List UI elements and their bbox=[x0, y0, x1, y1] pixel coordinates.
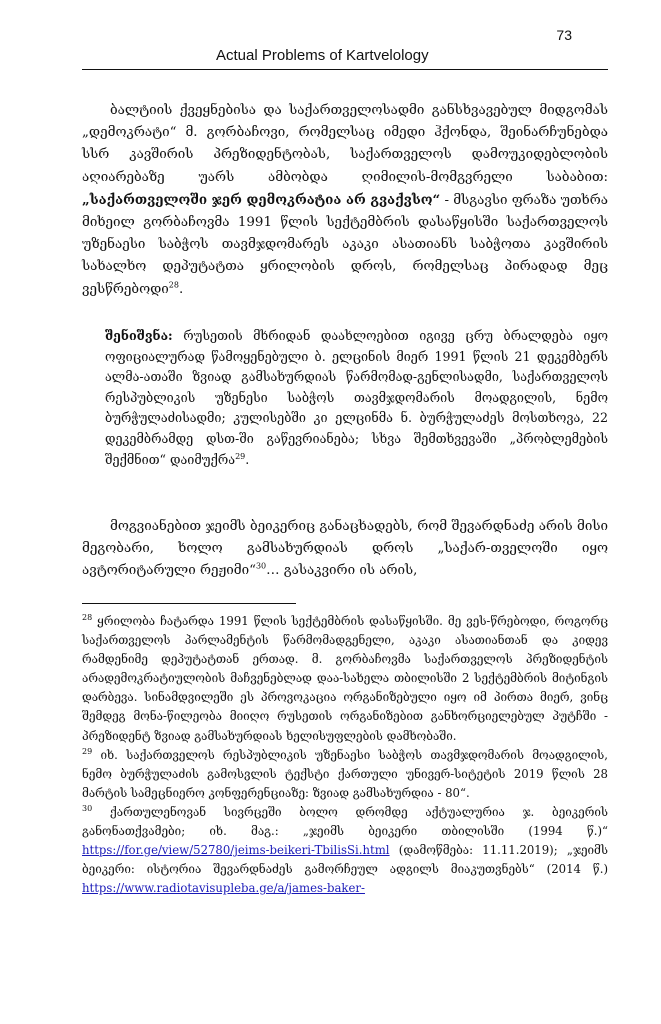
footnote-ref-28[interactable]: 28 bbox=[168, 280, 179, 290]
footnote-29-text: იხ. საქართველოს რესპუბლიკის უზენაესი საბჭოს თავმჯდომარის მოადგილის, ნემო ბურჭულაძის გამოსვლის ტექსტი ქართული უნივერ-სიტეტის 2019 წლის 28 მარტის სამეცნიერო კონფერენციაზე: ზვიად გამსახურდია - 80“. bbox=[82, 747, 608, 800]
running-header: Actual Problems of Kartvelology bbox=[216, 47, 429, 64]
paragraph-baker bbox=[82, 516, 608, 583]
footnote-ref-30[interactable]: 30 bbox=[255, 561, 267, 571]
para1-text: ბალტიის ქვეყნებისა და საქართველოსადმი განსხვავებულ მიდგომას „დემოკრატი“ მ. გორბაჩოვი, რომელსაც იმედი ჰქონდა, შეინარჩუნებდა სსრ კავშირის პრეზიდენტობას, საქართველოს დამოუკიდებლობის აღიარებაზე უარს ამბობდა ღიმილის-მომგვრელი საბაბით: bbox=[82, 103, 608, 185]
footnote-30-link-radiotavisupleba[interactable]: https://www.radiotavisupleba.ge/a/james-baker- bbox=[82, 881, 365, 896]
note-text: რუსეთის მხრიდან დაახლოებით იგივე ცრუ ბრალდება იყო ოფიციალურად წამოყენებული ბ. ელცინის მიერ 1991 წლის 21 დეკემბერს ალმა-ათაში ზვიად გამსახურდიას წარმომად-გენლისადმი, საქართველოს რესპუბლიკის უზენესი საბჭოს თავმჯდომარის მოადგილის, ნემო ბურჭულაძისადმი; კულისებში კი ელცინმა ნ. ბურჭულაძეს მოსთხოვა, 22 დეკემბრამდე დსთ-ში გაწევრიანება; სხვა შემთხვევაში „პრობლემების შექმნით“ დაიმუქრა bbox=[105, 328, 608, 467]
footnote-29-number: 29 bbox=[82, 746, 93, 756]
para1-end: . bbox=[178, 281, 184, 297]
footnote-29 bbox=[82, 746, 608, 803]
note-block bbox=[105, 326, 608, 470]
footnote-30-text: ქართულენოვან სივრცეში ბოლო დრომდე აქტუალურია ჯ. ბეიკერის განონათქვამები; იხ. მაგ.: „ჯეიმს ბეიკერი თბილისში (1994 წ.)“ bbox=[82, 804, 608, 839]
paragraph-gorbachev bbox=[82, 100, 608, 301]
footnote-separator bbox=[82, 603, 296, 604]
para1-bold-quote: „საქართველოში ჯერ დემოკრატია არ გვაქვსო“ bbox=[82, 191, 441, 208]
footnotes bbox=[82, 612, 608, 898]
footnote-30-text-continued: (დამოწმება: 11.11.2019); „ჯეიმს ბეიკერი: ისტორია შევარდნაძეს გამორჩეულ ადგილს მიაკუთვნებს“ (2014 წ.) bbox=[82, 843, 608, 877]
footnote-28-text: ყრილობა ჩატარდა 1991 წლის სექტემბრის დასაწყისში. მე ვეს-წრებოდი, როგორც საქართველოს პარლამენტის წარმომადგენელი, აკაკი ასათიანთან და კიდევ რამდენიმე დეპუტატთან ერთად. მ. გორბაჩოვმა საქართველოს პრეზიდენტის არადემოკრატიულობის მაჩვენებლად დაა-სახელა თბილისში 2 სექტემბრის მიტინგის დარბევა. სინამდვილეში ეს პროვოკაცია ორგანიზებული იყო იმ პირთა მიერ, ვინც შემდეგ მონა-წილეობა მიიღო რუსეთის ორგანიზებით განხორციელებულ პუტჩში - პრეზიდენტ ზვიად გამსახურდიას ხელისუფლების დამხობაში. bbox=[82, 614, 608, 743]
para1-text-continued: - მსგავსი ფრაზა უთხრა მიხეილ გორბაჩოვმა 1991 წლის სექტემბრის დასაწყისში საქართველოს უზენაესი საბჭოს თავმჯდომარეს აკაკი ასათიანს საბჭოთა კავშირის სახალხო დეპუტატთა ყრილობის დროს, რომელსაც პირადად მეც ვესწრებოდი bbox=[82, 192, 608, 297]
footnote-28-number: 28 bbox=[82, 613, 93, 623]
footnote-28 bbox=[82, 612, 608, 746]
footnote-ref-29[interactable]: 29 bbox=[235, 451, 246, 461]
note-label: შენიშვნა: bbox=[105, 328, 173, 343]
para3-end: … გასაკვირი ის არის, bbox=[266, 563, 418, 579]
footnote-30-number: 30 bbox=[82, 804, 93, 814]
footnote-30-link-for-ge[interactable]: https://for.ge/view/52780/jeims-beikeri-TbilisSi.html bbox=[82, 843, 390, 858]
para3-text: მოგვიანებით ჯეიმს ბეიკერიც განაცხადებს, რომ შევარდნაძე არის მისი მეგობარი, ხოლო გამსახურდიას დროს „საქარ-თველოში იყო ავტორიტარული რეჟიმი“ bbox=[82, 519, 608, 579]
page-number: 73 bbox=[556, 27, 572, 43]
note-end: . bbox=[245, 451, 250, 467]
footnote-30 bbox=[82, 803, 608, 898]
header-rule bbox=[82, 69, 608, 70]
